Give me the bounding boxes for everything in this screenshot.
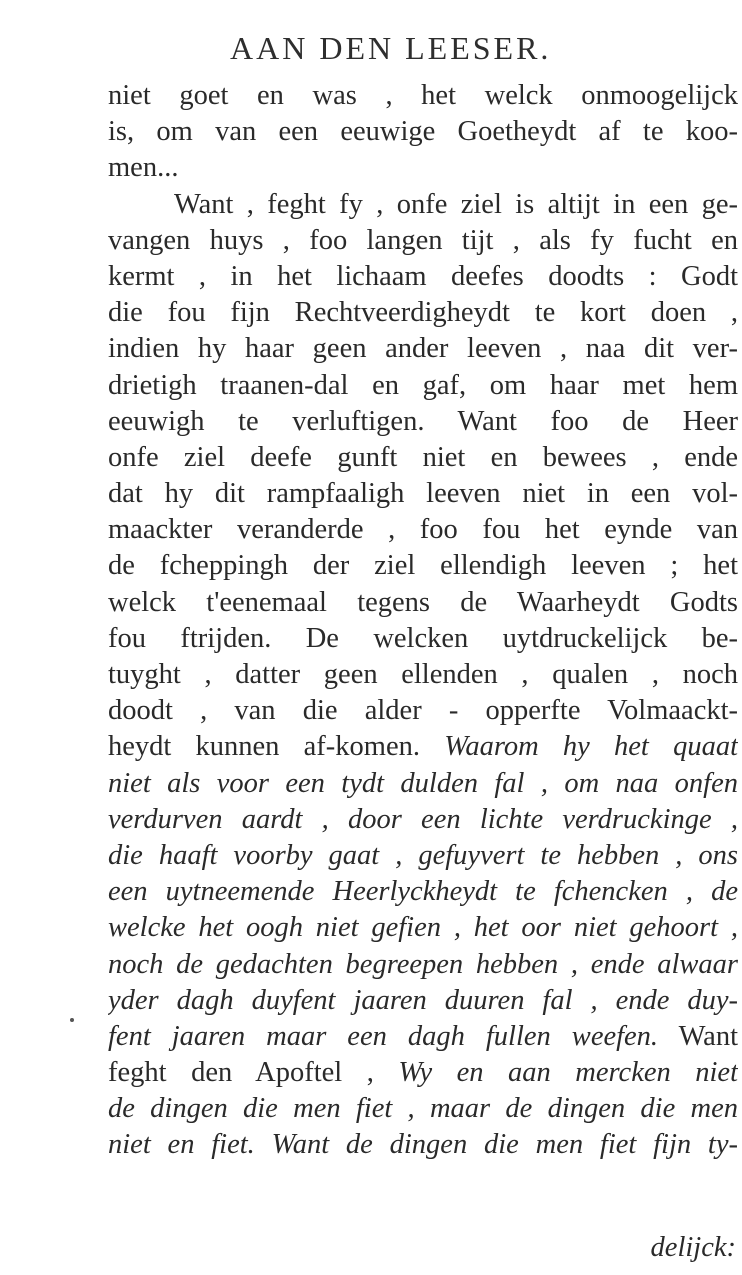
text-line: onfe ziel deefe gunft niet en bewees , ende bbox=[108, 441, 738, 473]
text-line: welck t'eenemaal tegens de Waarheydt Godts bbox=[108, 586, 738, 618]
text-line: is, om van een eeuwige Goetheydt af te koo- bbox=[108, 116, 738, 148]
italic-text-line: de dingen die men fiet , maar de dingen die men bbox=[108, 1093, 738, 1125]
text-line: kermt , in het lichaam deefes doodts : Godt bbox=[108, 260, 738, 292]
running-head: AAN DEN LEESER. bbox=[230, 30, 552, 66]
text-line: doodt , van die alder - opperfte Volmaackt- bbox=[108, 695, 738, 727]
text-line: vangen huys , foo langen tijt , als fy fucht en bbox=[108, 224, 738, 256]
italic-text-line: verdurven aardt , door een lichte verdruckinge , bbox=[108, 803, 738, 835]
text-line: dat hy dit rampfaaligh leeven niet in een vol- bbox=[108, 478, 738, 510]
text-line: drietigh traanen-dal en gaf, om haar met hem bbox=[108, 369, 738, 401]
paragraph-start-line: Want , feght fy , onfe ziel is altijt in een ge- bbox=[174, 188, 738, 220]
text-line: eeuwigh te verluftigen. Want foo de Heer bbox=[108, 405, 738, 437]
italic-text-line: noch de gedachten begreepen hebben , ende alwaar bbox=[108, 948, 738, 980]
italic-text-line: yder dagh duyfent jaaren duuren fal , ende duy- bbox=[108, 984, 738, 1016]
text-line: fent jaaren maar een dagh fullen weefen. Want bbox=[108, 1020, 738, 1052]
body-text bbox=[108, 78, 738, 1164]
text-line: feght den Apoftel , Wy en aan mercken niet bbox=[108, 1057, 738, 1089]
italic-text-line: die haaft voorby gaat , gefuyvert te hebben , ons bbox=[108, 839, 738, 871]
text-line: fou ftrijden. De welcken uytdruckelijck be- bbox=[108, 622, 738, 654]
italic-text-line: niet als voor een tydt dulden fal , om naa onfen bbox=[108, 767, 738, 799]
text-line: maackter veranderde , foo fou het eynde van bbox=[108, 514, 738, 546]
text-line: niet goet en was , het welck onmoogelijck bbox=[108, 80, 738, 111]
text-line: de fcheppingh der ziel ellendigh leeven ; het bbox=[108, 550, 738, 582]
italic-text-line: een uytneemende Heerlyckheydt te fchencken , de bbox=[108, 876, 738, 908]
text-line: tuyght , datter geen ellenden , qualen , noch bbox=[108, 659, 738, 690]
text-line: men... bbox=[108, 152, 179, 184]
text-line: indien hy haar geen ander leeven , naa dit ver- bbox=[108, 333, 738, 365]
margin-mark bbox=[70, 1018, 74, 1022]
italic-text-line: niet en fiet. Want de dingen die men fiet fijn ty- bbox=[108, 1129, 738, 1161]
catchword: delijck: bbox=[650, 1232, 736, 1263]
text-line: heydt kunnen af-komen. Waarom hy het quaat bbox=[108, 731, 738, 763]
italic-text-line: welcke het oogh niet gefien , het oor niet gehoort , bbox=[108, 912, 738, 944]
text-line: die fou fijn Rechtveerdigheydt te kort doen , bbox=[108, 297, 738, 329]
